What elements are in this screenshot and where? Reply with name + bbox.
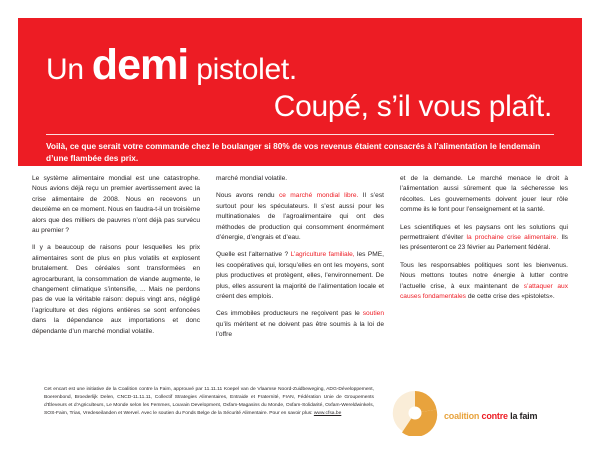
- paragraph: et de la demande. Le marché menace le droit à l’alimentation aussi sûrement que la sécheresse les récoltes. Les gouvernements doivent jouer leur rôle comme ils le font pour l’enseignement et la santé.: [400, 175, 568, 214]
- article-column-1: [32, 174, 200, 370]
- highlight-text: L’agriculture familiale,: [290, 251, 355, 259]
- hero-banner: [18, 18, 582, 166]
- hero-divider: [46, 134, 554, 135]
- highlight-text: ce marché mondial libre.: [278, 192, 359, 200]
- highlight-text: soutien: [362, 310, 384, 318]
- text-run: qu’ils méritent et ne doivent pas être soumis à la loi de l’offre: [216, 320, 384, 339]
- text-run: Ils les présenteront ce 23 février au Parlement fédéral.: [400, 234, 568, 252]
- article-columns: [32, 174, 568, 370]
- headline-pre: Un: [46, 53, 92, 86]
- website-link[interactable]: www.cfsa.be: [313, 410, 342, 416]
- headline-secondary: Coupé, s’il vous plaît.: [273, 90, 552, 123]
- logo-word-3: la faim: [510, 411, 538, 421]
- paragraph: [400, 223, 568, 254]
- headline-primary: [46, 41, 297, 89]
- paragraph: [400, 261, 568, 303]
- footer: [0, 382, 600, 456]
- paragraph: [216, 191, 384, 243]
- text-run: Tous les responsables politiques sont les bienvenus. Nous mettons toutes notre énergie à lutter contre l’actuelle crise, à eux maintenant de: [400, 261, 568, 290]
- text-run: Ces immobiles producteurs ne reçoivent pas le: [216, 310, 363, 318]
- text-run: les PME, les coopératives qui, lorsqu’elles en ont les moyens, sont plus productives et protègent, elles, l’environnement. De plus, elles assurent la majorité de l’alimentation locale et créent des emplois.: [216, 251, 384, 301]
- text-run: Il s’est surtout pour les spéculateurs. Il s’est aussi pour les multinationales de l’agroalimentaire qui ont des méthodes de production qui consomment énormément d’énergie, d’engrais et d’eau.: [216, 192, 384, 242]
- paragraph: marché mondial volatile.: [216, 175, 288, 182]
- hero-subtitle: Voilà, ce que serait votre commande chez le boulanger si 80% de vos revenus étaient consacrés à l’alimentation le lendemain d’une flambée des prix.: [46, 141, 541, 164]
- footer-line-1: Cet encart est une initiative de la Coalition contre la Faim, approuvé par 11.11.11 Koepel van de Vlaamse Noord-Zuidbeweging, ADG-Développement, Boerenbond, Broederlijk Delen, CNCD-11.11.11, Collectif Strategies Alimentaires, Entraide et Fraternité, FIAN, Fédération Unie de Groupements d’Éleveurs et d’Agriculteurs, Le Monde selon les Femmes, Louvain Development, Oxfam-Magasins du Monde, Oxfam-Solidarité, Oxfam-Wereldwinkels, SOS-Faim, Trias, Vredeseilanden et Wervel.: [44, 387, 374, 416]
- footer-line-2-pre: Avec le soutien du Fonds Belge de la Sécurité Alimentaire. Pour en savoir plus:: [141, 410, 314, 416]
- coalition-logo[interactable]: [392, 384, 562, 442]
- highlight-text: s’attaquer aux causes fondamentales: [400, 282, 568, 301]
- paragraph: [216, 309, 384, 340]
- pie-wedge-mark-icon: [392, 390, 438, 436]
- logo-wordmark: [444, 411, 537, 421]
- article-column-3: [400, 174, 568, 370]
- logo-word-1: coalition: [444, 411, 480, 421]
- paragraph: Il y a beaucoup de raisons pour lesquelles les prix alimentaires sont de plus en plus volatils et explosent brutalement. Des céréales sont transformées en agrocarburant, la consommation de viande augmente, le changement climatique s’intensifie, ... Mais ne perdons pas de vue la véritable raison: depuis vingt ans, négligé l’agriculture et des régions entières se sont enfoncées dans la dépendance aux importations et donc dépendante d’un marché mondial volatile.: [32, 244, 200, 335]
- headline-emphasis: demi: [91, 41, 189, 89]
- text-run: Quelle est l’alternative ?: [216, 251, 291, 259]
- text-run: de cette crise des «pistolets».: [465, 293, 555, 301]
- logo-word-2: contre: [481, 411, 508, 421]
- headline-post: pistolet.: [188, 53, 297, 86]
- footer-credits: [44, 386, 374, 418]
- paragraph: Le système alimentaire mondial est une catastrophe. Nous avions déjà reçu un premier avertissement avec la crise alimentaire de 2008. Nous en recevons un deuxième en ce moment. Nous en faudra-t-il un troisième alors que des milliers de pauvres n’ont déjà pas survécu au premier ?: [32, 175, 200, 235]
- text-run: Les scientifiques et les paysans ont les solutions qui permettraient d’éviter: [400, 223, 568, 242]
- article-column-2: [216, 174, 384, 370]
- highlight-text: la prochaine crise alimentaire.: [466, 234, 559, 242]
- text-run: Nous avons rendu: [216, 192, 279, 200]
- paragraph: [216, 250, 384, 302]
